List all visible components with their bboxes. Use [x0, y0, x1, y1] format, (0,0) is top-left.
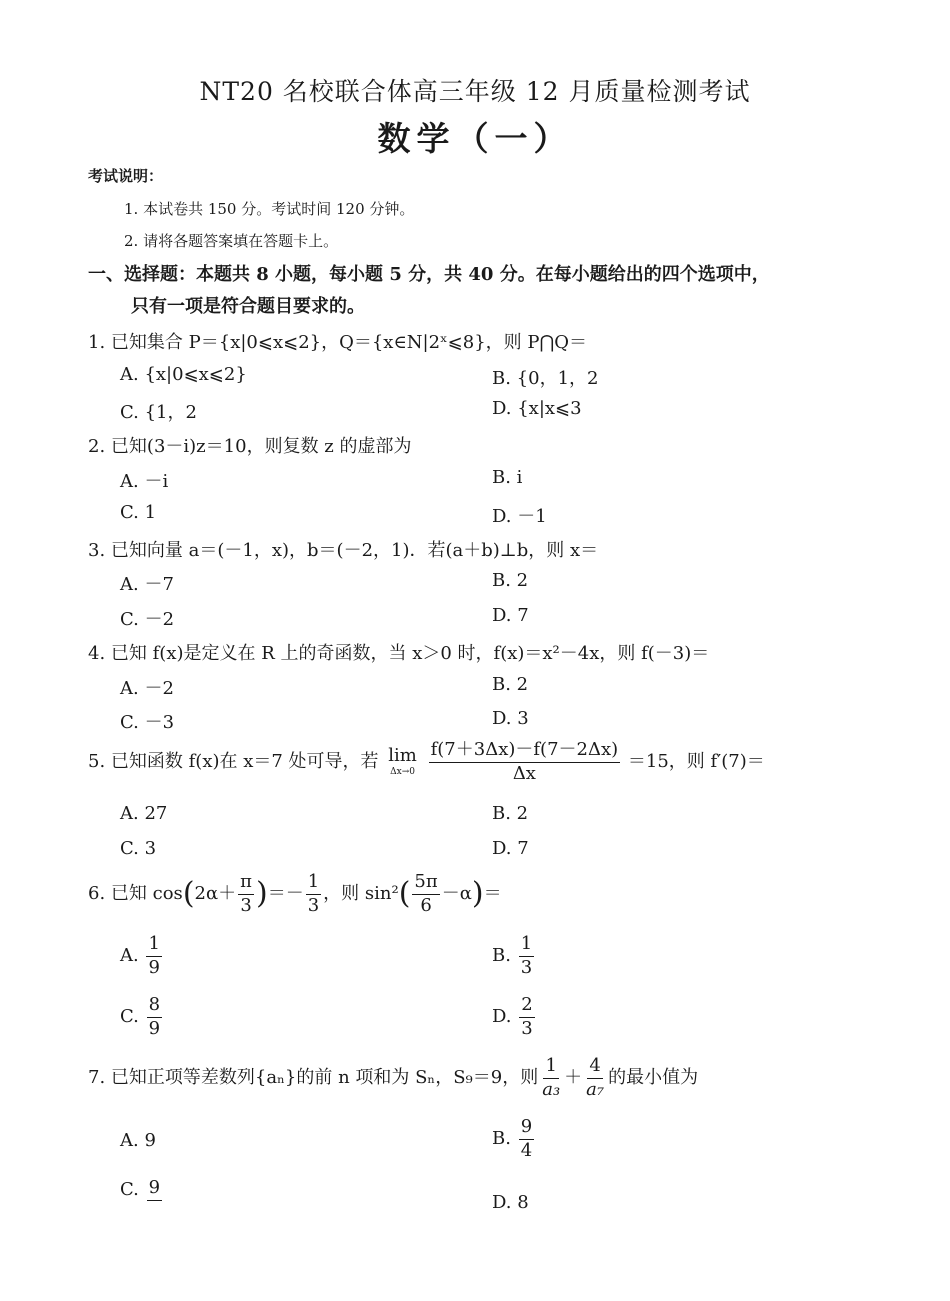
- q1-option-c: C. {1，2: [120, 402, 197, 423]
- sin-argument: －α: [441, 883, 472, 905]
- question-stem: 已知集合 P＝{x|0⩽x⩽2}，Q＝{x∈N|2ˣ⩽8}，则 P⋂Q＝: [110, 332, 588, 353]
- pi-over-3: [238, 872, 254, 916]
- instruction-item: 2. 请将各题答案填在答题卡上。: [124, 232, 339, 250]
- fraction-numerator: 9: [147, 1178, 162, 1201]
- question-number: 7.: [88, 1067, 106, 1089]
- q5-option-d: D. 7: [492, 838, 529, 859]
- option-label: A.: [120, 945, 139, 967]
- question-5: [88, 740, 765, 784]
- question-number: 3.: [88, 540, 106, 561]
- question-number: 2.: [88, 436, 106, 457]
- fraction-denominator: 3: [521, 1017, 533, 1039]
- option-label: D.: [492, 1006, 512, 1028]
- fraction-denominator: 9: [148, 956, 160, 978]
- difference-quotient: [429, 740, 621, 784]
- instruction-item: 1. 本试卷共 150 分。考试时间 120 分钟。: [124, 200, 415, 218]
- fraction-denominator: 6: [420, 894, 432, 916]
- option-fraction: [519, 1117, 534, 1161]
- fraction-numerator: f(7＋3Δx)－f(7－2Δx): [429, 740, 621, 763]
- q2-option-b: B. i: [492, 467, 523, 488]
- q5-option-b: B. 2: [492, 803, 529, 824]
- cos-argument: 2α＋: [194, 883, 237, 905]
- option-fraction-partial: [147, 1178, 162, 1202]
- instructions-heading: 考试说明：: [88, 167, 164, 185]
- limit-symbol: lim: [388, 745, 417, 767]
- q4-option-b: B. 2: [492, 674, 529, 695]
- exam-title: NT20 名校联合体高三年级 12 月质量检测考试: [199, 77, 751, 106]
- q6-option-d: [492, 995, 537, 1039]
- option-fraction: [519, 995, 534, 1039]
- question-stem: 已知 f(x)是定义在 R 上的奇函数，当 x＞0 时，f(x)＝x²－4x，则 f(－3)＝: [110, 643, 710, 664]
- equals-negative: ＝－: [267, 883, 304, 905]
- limit-subscript: Δx→0: [390, 767, 416, 778]
- fraction-numerator: π: [238, 872, 254, 895]
- q7-option-c: [120, 1178, 164, 1202]
- question-stem: 已知(3－i)z＝10，则复数 z 的虚部为: [110, 436, 412, 457]
- question-number: 1.: [88, 332, 106, 353]
- q7-option-d: D. 8: [492, 1192, 529, 1213]
- fraction-denominator: a₃: [542, 1078, 561, 1100]
- option-label: C.: [120, 1178, 139, 1200]
- q3-option-b: B. 2: [492, 570, 529, 591]
- q3-option-c: C. －2: [120, 609, 175, 630]
- option-label: B.: [492, 1128, 511, 1150]
- question-stem-end: ＝: [483, 883, 502, 905]
- section-heading: 一、选择题：本题共 8 小题，每小题 5 分，共 40 分。在每小题给出的四个选项中，: [88, 264, 770, 285]
- q6-option-b: [492, 934, 536, 978]
- question-stem: 已知 cos: [110, 883, 183, 905]
- question-2: [88, 432, 412, 458]
- one-over-a3: [540, 1056, 562, 1100]
- fraction-numerator: 1: [146, 934, 161, 957]
- five-pi-over-6: [412, 872, 439, 916]
- option-label: C.: [120, 1006, 139, 1028]
- fraction-denominator: 9: [148, 1017, 161, 1039]
- q7-option-a: A. 9: [120, 1130, 156, 1151]
- right-paren: ): [255, 876, 268, 912]
- fraction-numerator: 1: [306, 872, 321, 895]
- left-paren: (: [182, 876, 195, 912]
- fraction-denominator: 3: [307, 894, 320, 916]
- question-stem: 已知正项等差数列{aₙ}的前 n 项和为 Sₙ，S₉＝9，则: [110, 1067, 539, 1089]
- fraction-numerator: 8: [147, 995, 162, 1018]
- four-over-a7: [584, 1056, 606, 1100]
- fraction-numerator: 2: [519, 995, 534, 1018]
- q1-option-d: D. {x|x⩽3: [492, 398, 582, 419]
- question-number: 4.: [88, 643, 106, 664]
- q7-option-b: [492, 1117, 536, 1161]
- q6-option-a: [120, 934, 164, 978]
- q1-option-b: B. {0，1，2: [492, 368, 599, 389]
- q3-option-a: A. －7: [120, 574, 174, 595]
- question-stem: 已知函数 f(x)在 x＝7 处可导，若: [110, 751, 379, 773]
- option-fraction: [146, 934, 161, 978]
- exam-subtitle: 数学（一）: [377, 119, 573, 158]
- fraction-numerator: 1: [519, 934, 534, 957]
- q1-option-a: A. {x|0⩽x⩽2}: [120, 364, 247, 385]
- fraction-numerator: 9: [519, 1117, 534, 1140]
- left-paren: (: [398, 876, 411, 912]
- question-1: [88, 328, 587, 354]
- fraction-denominator: 3: [240, 894, 252, 916]
- q5-option-c: C. 3: [120, 838, 157, 859]
- option-fraction: [147, 995, 162, 1039]
- fraction-numerator: 1: [543, 1056, 558, 1079]
- question-stem-end: 的最小值为: [608, 1067, 699, 1089]
- limit-operator: [388, 747, 417, 777]
- q6-option-c: [120, 995, 164, 1039]
- right-paren: ): [471, 876, 484, 912]
- q2-option-a: A. －i: [120, 471, 169, 492]
- fraction-numerator: 5π: [412, 872, 439, 895]
- q5-option-a: A. 27: [120, 803, 168, 824]
- fraction-denominator: a₇: [586, 1078, 605, 1100]
- option-fraction: [519, 934, 534, 978]
- question-stem: 已知向量 a＝(－1，x)，b＝(－2，1)．若(a＋b)⊥b，则 x＝: [110, 540, 599, 561]
- q2-option-d: D. －1: [492, 506, 547, 527]
- one-third: [306, 872, 321, 916]
- fraction-denominator: Δx: [512, 762, 536, 784]
- q4-option-d: D. 3: [492, 708, 529, 729]
- fraction-numerator: 4: [587, 1056, 602, 1079]
- q4-option-a: A. －2: [120, 678, 174, 699]
- option-label: B.: [492, 945, 511, 967]
- sin-squared: ，则 sin²: [323, 883, 399, 905]
- q4-option-c: C. －3: [120, 712, 175, 733]
- fraction-denominator: [152, 1201, 156, 1202]
- question-6: [88, 872, 502, 916]
- question-stem-end: ＝15，则 f′(7)＝: [627, 751, 765, 773]
- question-7: [88, 1056, 698, 1100]
- fraction-denominator: 4: [520, 1139, 533, 1161]
- question-4: [88, 639, 709, 665]
- plus-sign: ＋: [564, 1067, 583, 1089]
- question-3: [88, 536, 598, 562]
- fraction-denominator: 3: [520, 956, 533, 978]
- q3-option-d: D. 7: [492, 605, 529, 626]
- section-heading-cont: 只有一项是符合题目要求的。: [131, 296, 365, 317]
- question-number: 5.: [88, 751, 106, 773]
- q2-option-c: C. 1: [120, 502, 157, 523]
- question-number: 6.: [88, 883, 106, 905]
